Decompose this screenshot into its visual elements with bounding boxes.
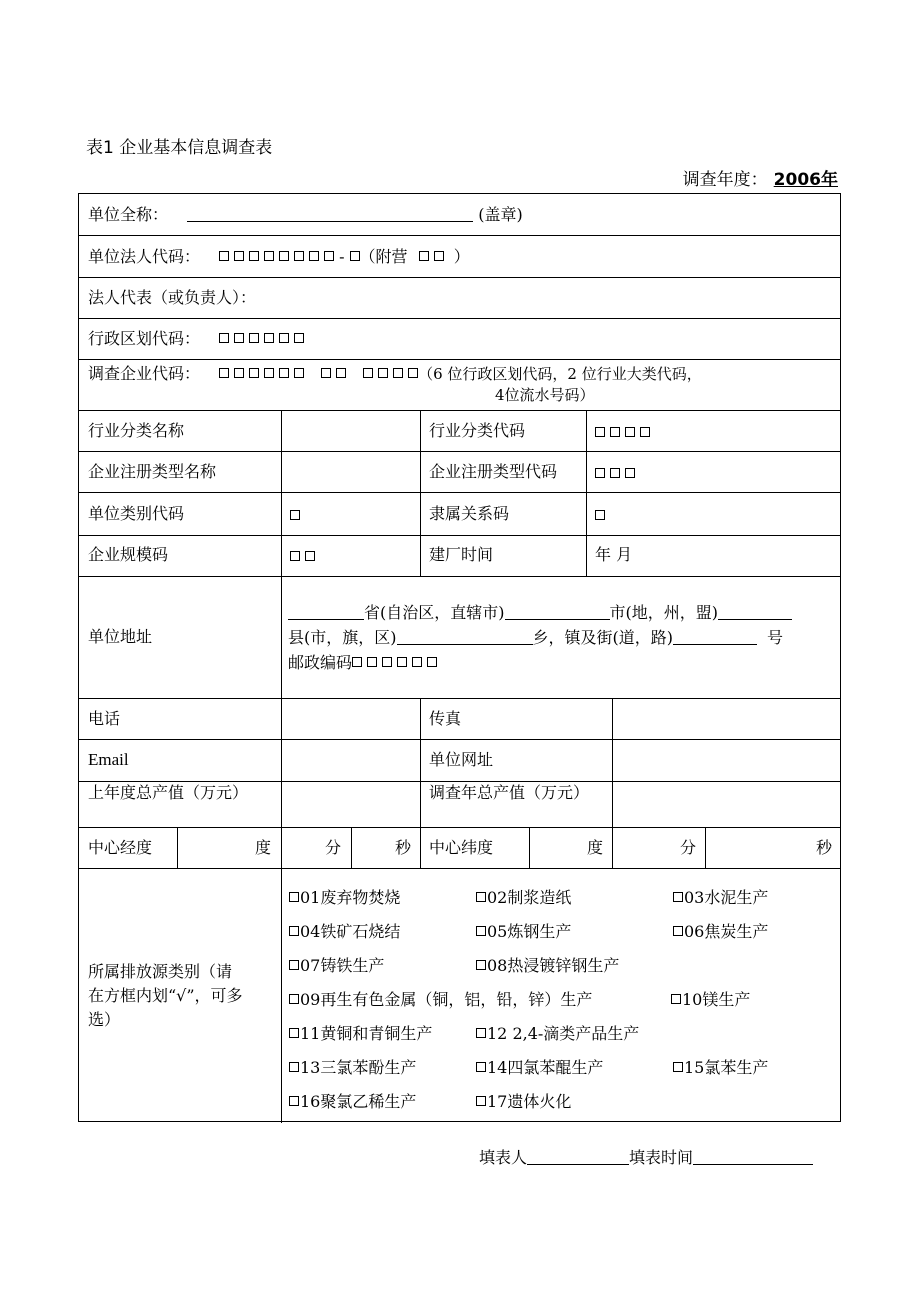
source-option-05[interactable]: 05炼钢生产 [476,922,571,942]
industry-code-label: 行业分类代码 [429,421,526,440]
source-option-07[interactable]: 07铸铁生产 [289,956,384,976]
source-option-15[interactable]: 15氯苯生产 [673,1058,768,1078]
reg-type-name-label: 企业注册类型名称 [88,462,217,481]
legal-code-label: 单位法人代码： [88,247,201,266]
industry-code-boxes[interactable] [595,423,655,443]
address-town-input[interactable] [397,630,533,645]
scale-label: 企业规模码 [88,545,169,564]
unit-name-label: 单位全称： [88,205,169,224]
lng-degree-unit: 度 [254,838,271,857]
form-footer [479,1145,813,1168]
curr-output-label: 调查年总产值（万元） [429,783,590,802]
fill-time-label: 填表时间 [629,1148,694,1167]
enterprise-code-label: 调查企业代码： [88,364,201,383]
source-option-09[interactable]: 09再生有色金属（铜，铝，铅，锌）生产 [289,990,592,1010]
lng-second-unit: 秒 [394,838,411,857]
address-label: 单位地址 [88,627,153,646]
founded-value[interactable]: 年 月 [595,545,633,564]
source-option-13[interactable]: 13三氯苯酚生产 [289,1058,416,1078]
source-option-12[interactable]: 12 2,4-滴类产品生产 [476,1024,639,1044]
enterprise-code-boxes[interactable] [219,364,418,383]
address-town: 乡，镇及街(道，路) [532,628,673,647]
website-label: 单位网址 [429,750,494,769]
address-province: 省(自治区，直辖市) [364,603,505,622]
survey-year [683,165,842,190]
industry-name-label: 行业分类名称 [88,421,185,440]
legal-code-affix: （附营 [359,247,408,266]
reg-type-code-boxes[interactable] [595,464,640,484]
affiliation-box[interactable] [595,506,610,526]
source-option-06[interactable]: 06焦炭生产 [673,922,768,942]
legal-rep-label: 法人代表（或负责人）： [88,288,257,307]
address-number: 号 [767,628,784,647]
source-option-03[interactable]: 03水泥生产 [673,888,768,908]
address-city-input[interactable] [505,605,610,620]
source-option-17[interactable]: 17遗体火化 [476,1092,571,1112]
survey-year-label: 调查年度： [682,170,768,190]
unit-name-suffix: (盖章) [478,205,523,224]
affiliation-label: 隶属关系码 [429,504,510,523]
enterprise-code-note-2: 4位流水号码） [495,386,595,404]
unit-name-input[interactable] [187,207,473,222]
survey-year-value[interactable]: 2006年 [773,170,838,190]
admin-code-label: 行政区划代码： [88,329,201,348]
source-option-14[interactable]: 14四氯苯醌生产 [476,1058,603,1078]
phone-label: 电话 [88,709,121,728]
lat-degree-unit: 度 [586,838,603,857]
filler-label: 填表人 [479,1148,528,1167]
founded-label: 建厂时间 [429,545,494,564]
source-option-01[interactable]: 01废弃物焚烧 [289,888,400,908]
source-label-3: 选） [88,1010,121,1029]
source-option-02[interactable]: 02制浆造纸 [476,888,571,908]
source-option-04[interactable]: 04铁矿石烧结 [289,922,400,942]
source-label-2: 在方框内划“√”，可多 [88,986,243,1005]
affiliate-boxes[interactable] [419,247,449,266]
form-title: 表1 企业基本信息调查表 [86,138,273,158]
source-option-08[interactable]: 08热浸镀锌钢生产 [476,956,619,976]
lng-minute-unit: 分 [324,838,341,857]
reg-type-code-label: 企业注册类型代码 [429,462,558,481]
address-province-input[interactable] [288,605,364,620]
address-street-input[interactable] [673,630,757,645]
lat-minute-unit: 分 [679,838,696,857]
address-postcode-label: 邮政编码 [288,653,353,672]
scale-boxes[interactable] [290,547,320,567]
legal-code-boxes[interactable]: - [219,247,359,266]
lat-label: 中心纬度 [429,838,494,857]
filler-input[interactable] [527,1150,629,1165]
source-option-10[interactable]: 10镁生产 [671,990,750,1010]
address-city: 市(地，州，盟) [609,603,718,622]
enterprise-code-note: （6 位行政区划代码，2 位行业大类代码， [418,365,702,383]
lat-second-unit: 秒 [815,838,832,857]
lng-label: 中心经度 [88,838,153,857]
address-county: 县(市，旗，区) [288,628,397,647]
unit-category-label: 单位类别代码 [88,504,185,523]
admin-code-boxes[interactable] [219,329,309,348]
form-table [78,193,841,1122]
prev-output-label: 上年度总产值（万元） [88,783,249,802]
address-county-input[interactable] [718,605,792,620]
postcode-boxes[interactable] [352,653,442,672]
source-option-16[interactable]: 16聚氯乙稀生产 [289,1092,416,1112]
fax-label: 传真 [429,709,462,728]
source-option-11[interactable]: 11黄铜和青铜生产 [289,1024,432,1044]
unit-category-box[interactable] [290,506,305,526]
email-label: Email [88,750,129,769]
source-label-1: 所属排放源类别（请 [88,962,233,981]
legal-code-close: ） [453,247,470,266]
fill-time-input[interactable] [693,1150,813,1165]
